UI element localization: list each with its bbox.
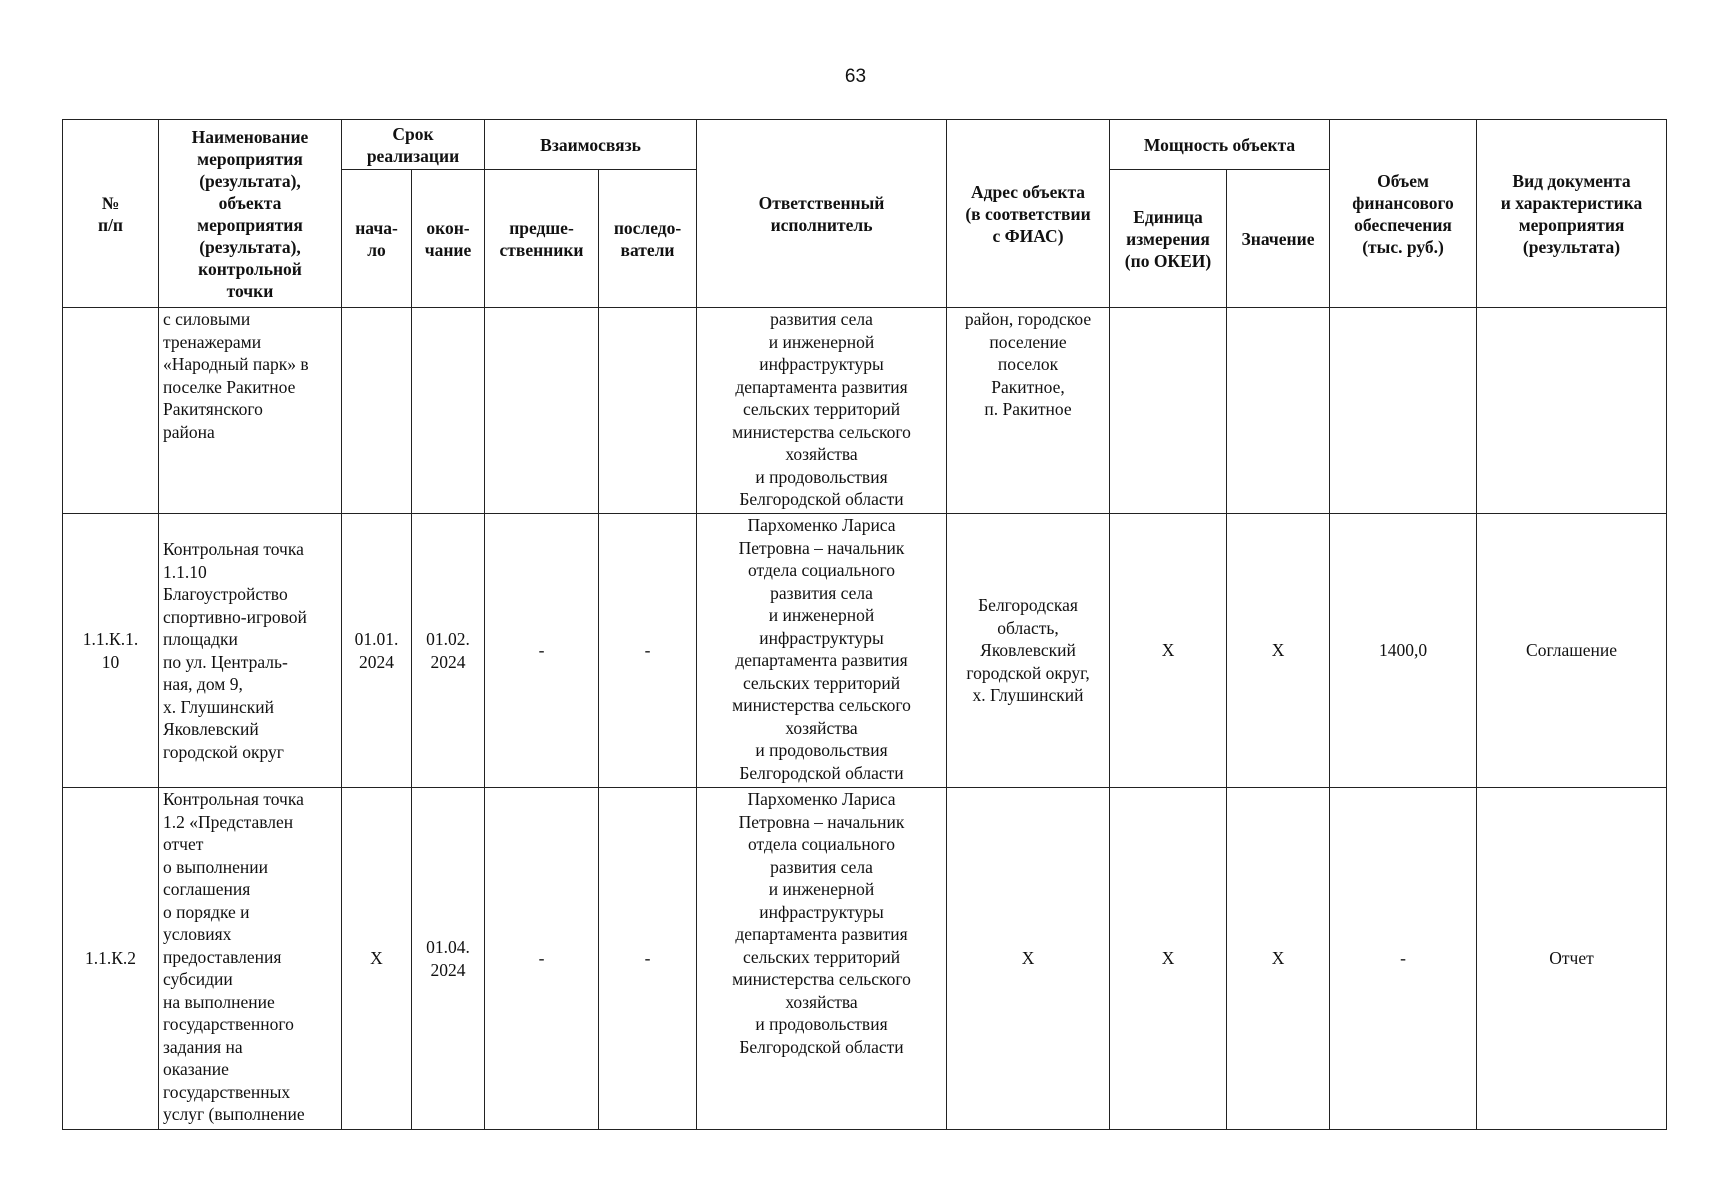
header-period: Срок реализации bbox=[342, 120, 485, 170]
cell-unit: Х bbox=[1110, 788, 1227, 1130]
header-value: Значение bbox=[1227, 170, 1330, 308]
header-start: нача- ло bbox=[342, 170, 412, 308]
cell-predecessors: - bbox=[485, 788, 599, 1130]
cell-responsible: Пархоменко Лариса Петровна – начальник отдела социального развития села и инженерной инфраструктуры департамента развития сельских территорий министерства сельского хозяйства и продовольствия Белгородской области bbox=[697, 514, 947, 788]
cell-name: Контрольная точка 1.1.10 Благоустройство спортивно-игровой площадки по ул. Централь- ная, дом 9, х. Глушинский Яковлевский городской округ bbox=[159, 514, 342, 788]
page-number: 63 bbox=[844, 66, 867, 87]
header-doc-type: Вид документа и характеристика мероприятия (результата) bbox=[1477, 120, 1667, 308]
cell-doc-type: Отчет bbox=[1477, 788, 1667, 1130]
header-capacity: Мощность объекта bbox=[1110, 120, 1330, 170]
cell-successors: - bbox=[599, 788, 697, 1130]
cell-doc-type: Соглашение bbox=[1477, 514, 1667, 788]
header-unit: Единица измерения (по ОКЕИ) bbox=[1110, 170, 1227, 308]
table-row bbox=[63, 308, 1667, 514]
plan-table bbox=[62, 119, 1667, 1130]
cell-responsible: Пархоменко Лариса Петровна – начальник отдела социального развития села и инженерной инфраструктуры департамента развития сельских территорий министерства сельского хозяйства и продовольствия Белгородской области bbox=[697, 788, 947, 1130]
header-successors: последо- ватели bbox=[599, 170, 697, 308]
cell-end: 01.02. 2024 bbox=[412, 514, 485, 788]
cell-value bbox=[1227, 308, 1330, 514]
header-predecessors: предше- ственники bbox=[485, 170, 599, 308]
cell-doc-type bbox=[1477, 308, 1667, 514]
cell-value: Х bbox=[1227, 514, 1330, 788]
table-row bbox=[63, 788, 1667, 1130]
table-row bbox=[63, 514, 1667, 788]
cell-responsible: развития села и инженерной инфраструктуры департамента развития сельских территорий министерства сельского хозяйства и продовольствия Белгородской области bbox=[697, 308, 947, 514]
cell-start bbox=[342, 308, 412, 514]
header-responsible: Ответственный исполнитель bbox=[697, 120, 947, 308]
cell-name: Контрольная точка 1.2 «Представлен отчет о выполнении соглашения о порядке и условиях предоставления субсидии на выполнение государственного задания на оказание государственных услуг (выполнение bbox=[159, 788, 342, 1130]
cell-num bbox=[63, 308, 159, 514]
cell-num: 1.1.К.1. 10 bbox=[63, 514, 159, 788]
header-name: Наименование мероприятия (результата), объекта мероприятия (результата), контрольной точки bbox=[159, 120, 342, 308]
cell-successors: - bbox=[599, 514, 697, 788]
cell-address: Х bbox=[947, 788, 1110, 1130]
header-num: № п/п bbox=[63, 120, 159, 308]
cell-unit: Х bbox=[1110, 514, 1227, 788]
cell-end bbox=[412, 308, 485, 514]
cell-start: 01.01. 2024 bbox=[342, 514, 412, 788]
cell-funding: 1400,0 bbox=[1330, 514, 1477, 788]
header-relation: Взаимосвязь bbox=[485, 120, 697, 170]
cell-unit bbox=[1110, 308, 1227, 514]
cell-address: Белгородская область, Яковлевский городской округ, х. Глушинский bbox=[947, 514, 1110, 788]
cell-predecessors: - bbox=[485, 514, 599, 788]
cell-address: район, городское поселение поселок Ракитное, п. Ракитное bbox=[947, 308, 1110, 514]
cell-name: с силовыми тренажерами «Народный парк» в поселке Ракитное Ракитянского района bbox=[159, 308, 342, 514]
cell-end: 01.04. 2024 bbox=[412, 788, 485, 1130]
header-funding: Объем финансового обеспечения (тыс. руб.) bbox=[1330, 120, 1477, 308]
cell-start: Х bbox=[342, 788, 412, 1130]
header-address: Адрес объекта (в соответствии с ФИАС) bbox=[947, 120, 1110, 308]
cell-funding: - bbox=[1330, 788, 1477, 1130]
cell-funding bbox=[1330, 308, 1477, 514]
header-end: окон- чание bbox=[412, 170, 485, 308]
cell-num: 1.1.К.2 bbox=[63, 788, 159, 1130]
cell-predecessors bbox=[485, 308, 599, 514]
cell-successors bbox=[599, 308, 697, 514]
cell-value: Х bbox=[1227, 788, 1330, 1130]
